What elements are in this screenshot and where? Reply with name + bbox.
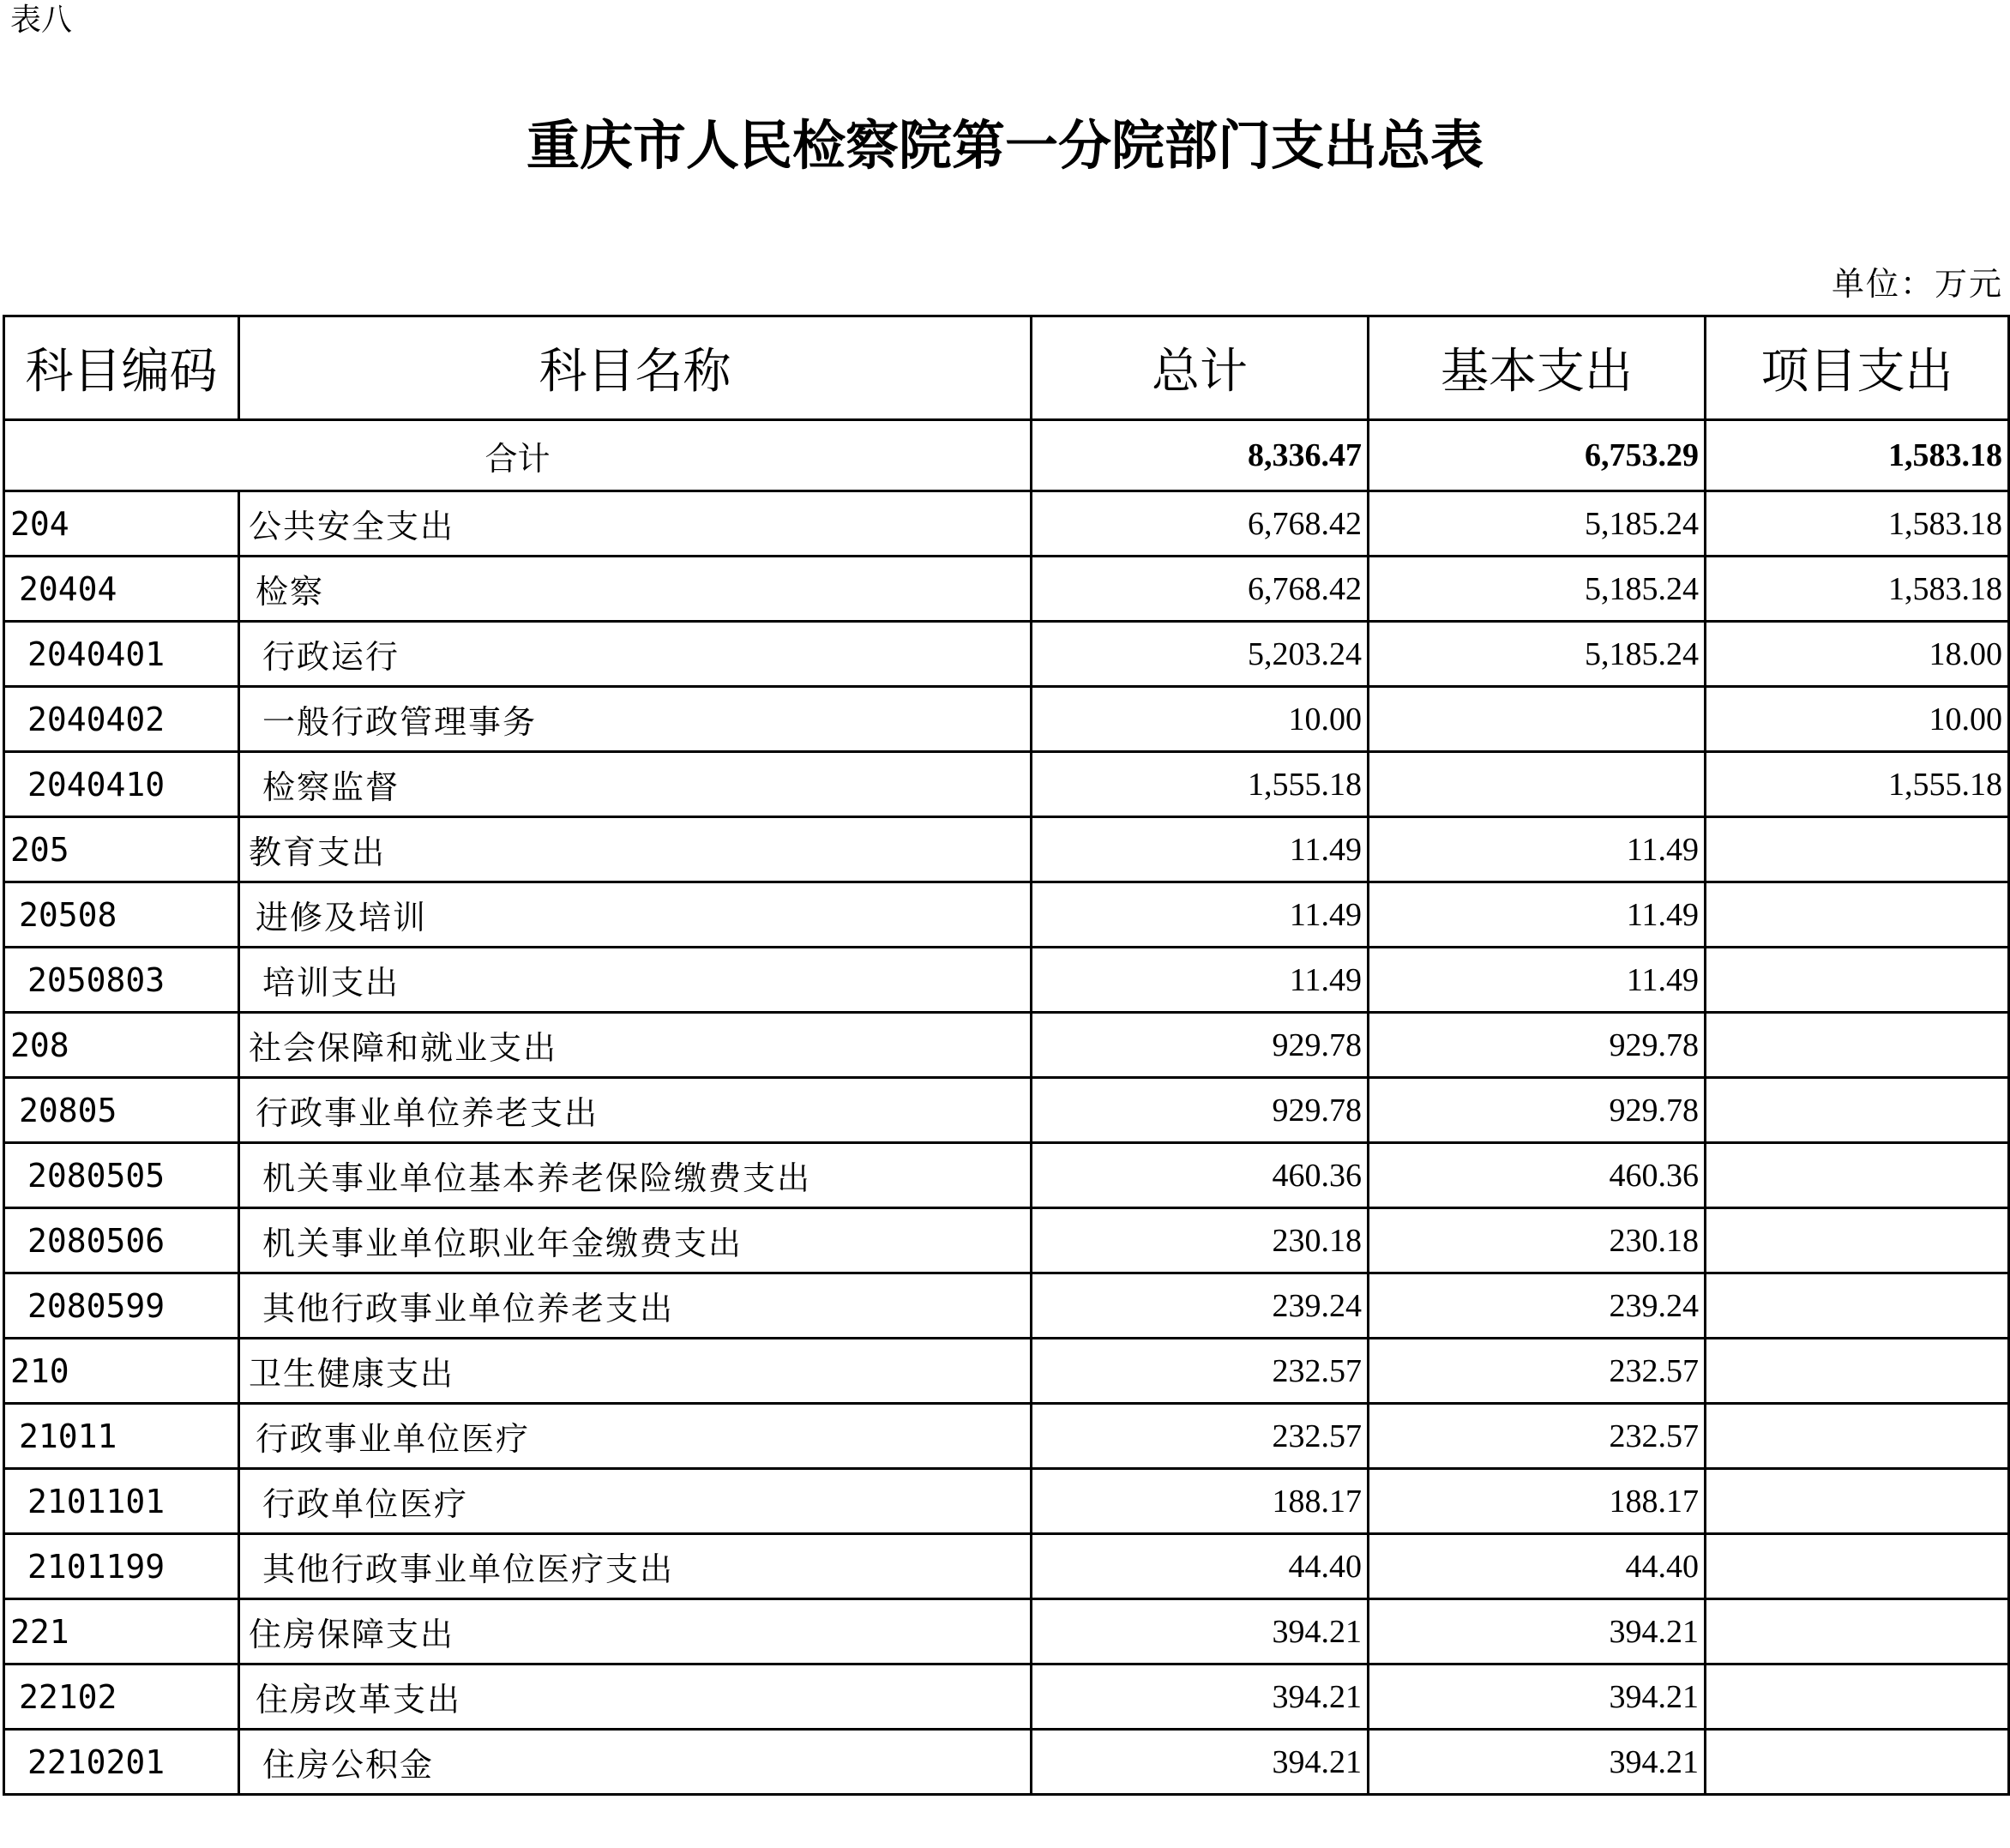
cell-total: 230.18: [1032, 1208, 1369, 1273]
cell-basic: 232.57: [1369, 1404, 1706, 1469]
cell-project: [1706, 1534, 2009, 1599]
table-row: [4, 491, 2009, 557]
cell-code: 2080505: [4, 1143, 239, 1208]
header-code: 科目编码: [4, 316, 239, 420]
cell-basic: 460.36: [1369, 1143, 1706, 1208]
cell-total: 6,768.42: [1032, 491, 1369, 557]
cell-total: 1,555.18: [1032, 752, 1369, 817]
unit-label: 单位：万元: [1831, 265, 2003, 303]
cell-total: 929.78: [1032, 1013, 1369, 1078]
cell-code: 2040402: [4, 687, 239, 752]
cell-code: 2080506: [4, 1208, 239, 1273]
cell-name: 住房保障支出: [239, 1599, 1032, 1664]
table-row: [4, 1273, 2009, 1339]
table-row: [4, 752, 2009, 817]
summary-row: [4, 420, 2009, 491]
cell-basic: 11.49: [1369, 882, 1706, 948]
cell-name: 培训支出: [239, 948, 1032, 1013]
cell-name: 机关事业单位基本养老保险缴费支出: [239, 1143, 1032, 1208]
table-row: [4, 622, 2009, 687]
document-title: 重庆市人民检察院第一分院部门支出总表: [526, 114, 1483, 177]
cell-basic: 239.24: [1369, 1273, 1706, 1339]
table-row: [4, 1534, 2009, 1599]
summary-project: 1,583.18: [1706, 420, 2009, 491]
cell-project: [1706, 1664, 2009, 1730]
cell-basic: 929.78: [1369, 1078, 1706, 1143]
cell-code: 208: [4, 1013, 239, 1078]
cell-name: 住房改革支出: [239, 1664, 1032, 1730]
cell-project: 1,555.18: [1706, 752, 2009, 817]
cell-total: 44.40: [1032, 1534, 1369, 1599]
cell-basic: 230.18: [1369, 1208, 1706, 1273]
cell-project: 1,583.18: [1706, 557, 2009, 622]
cell-basic: 11.49: [1369, 948, 1706, 1013]
header-project: 项目支出: [1706, 316, 2009, 420]
header-total: 总计: [1032, 316, 1369, 420]
cell-name: 其他行政事业单位养老支出: [239, 1273, 1032, 1339]
cell-project: [1706, 948, 2009, 1013]
cell-code: 20508: [4, 882, 239, 948]
cell-code: 205: [4, 817, 239, 882]
cell-code: 2040401: [4, 622, 239, 687]
summary-total: 8,336.47: [1032, 420, 1369, 491]
cell-basic: 5,185.24: [1369, 622, 1706, 687]
cell-basic: 929.78: [1369, 1013, 1706, 1078]
cell-code: 2080599: [4, 1273, 239, 1339]
cell-total: 11.49: [1032, 817, 1369, 882]
cell-basic: 394.21: [1369, 1730, 1706, 1795]
cell-total: 394.21: [1032, 1664, 1369, 1730]
cell-name: 教育支出: [239, 817, 1032, 882]
cell-code: 2101101: [4, 1469, 239, 1534]
cell-total: 232.57: [1032, 1339, 1369, 1404]
cell-project: [1706, 1208, 2009, 1273]
expenditure-table: [3, 315, 2010, 1796]
cell-name: 公共安全支出: [239, 491, 1032, 557]
cell-code: 20404: [4, 557, 239, 622]
cell-code: 2040410: [4, 752, 239, 817]
cell-total: 5,203.24: [1032, 622, 1369, 687]
table-row: [4, 1013, 2009, 1078]
cell-project: [1706, 1730, 2009, 1795]
cell-total: 232.57: [1032, 1404, 1369, 1469]
header-name: 科目名称: [239, 316, 1032, 420]
cell-code: 2101199: [4, 1534, 239, 1599]
table-row: [4, 1664, 2009, 1730]
cell-total: 239.24: [1032, 1273, 1369, 1339]
cell-name: 卫生健康支出: [239, 1339, 1032, 1404]
table-row: [4, 1078, 2009, 1143]
cell-total: 6,768.42: [1032, 557, 1369, 622]
table-row: [4, 1599, 2009, 1664]
cell-project: 18.00: [1706, 622, 2009, 687]
page-label: 表八: [10, 3, 73, 38]
table-row: [4, 1469, 2009, 1534]
cell-name: 检察监督: [239, 752, 1032, 817]
cell-name: 其他行政事业单位医疗支出: [239, 1534, 1032, 1599]
cell-total: 188.17: [1032, 1469, 1369, 1534]
cell-project: [1706, 817, 2009, 882]
cell-total: 10.00: [1032, 687, 1369, 752]
cell-project: [1706, 1143, 2009, 1208]
cell-name: 行政单位医疗: [239, 1469, 1032, 1534]
summary-basic: 6,753.29: [1369, 420, 1706, 491]
cell-total: 929.78: [1032, 1078, 1369, 1143]
cell-name: 进修及培训: [239, 882, 1032, 948]
table-row: [4, 1404, 2009, 1469]
cell-project: 10.00: [1706, 687, 2009, 752]
cell-code: 210: [4, 1339, 239, 1404]
cell-project: [1706, 882, 2009, 948]
cell-name: 机关事业单位职业年金缴费支出: [239, 1208, 1032, 1273]
table-body: [4, 420, 2009, 1795]
cell-project: [1706, 1469, 2009, 1534]
cell-basic: 188.17: [1369, 1469, 1706, 1534]
cell-basic: 394.21: [1369, 1599, 1706, 1664]
table-row: [4, 557, 2009, 622]
cell-project: 1,583.18: [1706, 491, 2009, 557]
cell-basic: 44.40: [1369, 1534, 1706, 1599]
cell-project: [1706, 1404, 2009, 1469]
cell-project: [1706, 1078, 2009, 1143]
cell-code: 204: [4, 491, 239, 557]
table-row: [4, 817, 2009, 882]
cell-project: [1706, 1599, 2009, 1664]
cell-basic: 5,185.24: [1369, 491, 1706, 557]
cell-basic: 394.21: [1369, 1664, 1706, 1730]
table-row: [4, 1208, 2009, 1273]
cell-total: 11.49: [1032, 948, 1369, 1013]
header-basic: 基本支出: [1369, 316, 1706, 420]
cell-total: 394.21: [1032, 1599, 1369, 1664]
cell-name: 行政事业单位养老支出: [239, 1078, 1032, 1143]
cell-basic: 232.57: [1369, 1339, 1706, 1404]
cell-code: 21011: [4, 1404, 239, 1469]
table-row: [4, 948, 2009, 1013]
table-row: [4, 1143, 2009, 1208]
table-row: [4, 687, 2009, 752]
cell-total: 11.49: [1032, 882, 1369, 948]
table-row: [4, 1730, 2009, 1795]
header-row: [4, 316, 2009, 420]
table-row: [4, 1339, 2009, 1404]
cell-project: [1706, 1273, 2009, 1339]
cell-code: 221: [4, 1599, 239, 1664]
cell-name: 一般行政管理事务: [239, 687, 1032, 752]
cell-name: 检察: [239, 557, 1032, 622]
cell-basic: 5,185.24: [1369, 557, 1706, 622]
cell-code: 2210201: [4, 1730, 239, 1795]
table-row: [4, 882, 2009, 948]
cell-project: [1706, 1013, 2009, 1078]
cell-basic: 11.49: [1369, 817, 1706, 882]
cell-code: 22102: [4, 1664, 239, 1730]
cell-code: 2050803: [4, 948, 239, 1013]
cell-name: 行政运行: [239, 622, 1032, 687]
summary-label: 合计: [4, 420, 1032, 491]
cell-name: 行政事业单位医疗: [239, 1404, 1032, 1469]
cell-code: 20805: [4, 1078, 239, 1143]
cell-total: 394.21: [1032, 1730, 1369, 1795]
cell-name: 社会保障和就业支出: [239, 1013, 1032, 1078]
cell-total: 460.36: [1032, 1143, 1369, 1208]
cell-name: 住房公积金: [239, 1730, 1032, 1795]
cell-project: [1706, 1339, 2009, 1404]
cell-basic: [1369, 687, 1706, 752]
cell-basic: [1369, 752, 1706, 817]
